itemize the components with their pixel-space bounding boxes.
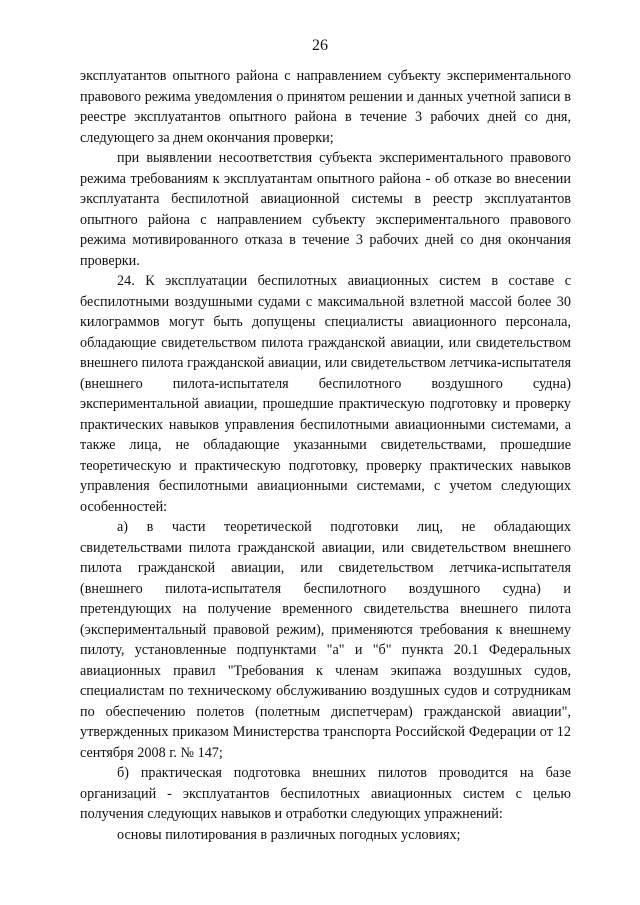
page-number: 26 xyxy=(312,37,328,54)
document-body xyxy=(80,66,571,845)
paragraph-subitem-a: а) в части теоретической подготовки лиц, не обладающих свидетельствами пилота гражданской авиации, или свидетельством внешнего пилота гражданской авиации, или свидетельством летчика-испытателя (внешнего пилота-испытателя беспилотного воздушного судна) и претендующих на получение временного свидетельства внешнего пилота (экспериментальный правовой режим), применяются требования к внешнему пилоту, установленные подпунктами "а" и "б" пункта 20.1 Федеральных авиационных правил "Требования к членам экипажа воздушных судов, специалистам по техническому обслуживанию воздушных судов и сотрудникам по обеспечению полетов (полетным диспетчерам) гражданской авиации", утвержденных приказом Министерства транспорта Российской Федерации от 12 сентября 2008 г. № 147; xyxy=(80,519,571,761)
paragraph-piloting-basics: основы пилотирования в различных погодных условиях; xyxy=(117,826,461,843)
paragraph-item-24: 24. К эксплуатации беспилотных авиационных систем в составе с беспилотными воздушными судами с максимальной взлетной массой более 30 килограммов могут быть допущены специалисты авиационного персонала, обладающие свидетельством пилота гражданской авиации, или свидетельством внешнего пилота гражданской авиации, или свидетельством летчика-испытателя (внешнего пилота-испытателя беспилотного воздушного судна) экспериментальной авиации, прошедшие практическую подготовку и проверку практических навыков управления беспилотными авиационными системами, а также лица, не обладающие указанными свидетельствами, прошедшие теоретическую и практическую подготовку, проверку практических навыков управления беспилотными авиационными системами, с учетом следующих особенностей: xyxy=(80,273,571,515)
paragraph-subitem-b: б) практическая подготовка внешних пилотов проводится на базе организаций - эксплуатантов беспилотных авиационных систем с целью получения следующих навыков и отработки следующих упражнений: xyxy=(80,765,571,822)
paragraph-continuation: эксплуатантов опытного района с направлением субъекту экспериментального правового режима уведомления о принятом решении и данных учетной записи в реестре эксплуатантов опытного района в течение 3 рабочих дней со дня, следующего за днем окончания проверки; xyxy=(80,68,571,146)
paragraph-rejection-case: при выявлении несоответствия субъекта экспериментального правового режима требованиям к эксплуатантам опытного района - об отказе во внесении эксплуатанта беспилотной авиационной системы в реестр эксплуатантов опытного района с направлением субъекту экспериментального правового режима мотивированного отказа в течение 3 рабочих дней со дня окончания проверки. xyxy=(80,150,571,269)
